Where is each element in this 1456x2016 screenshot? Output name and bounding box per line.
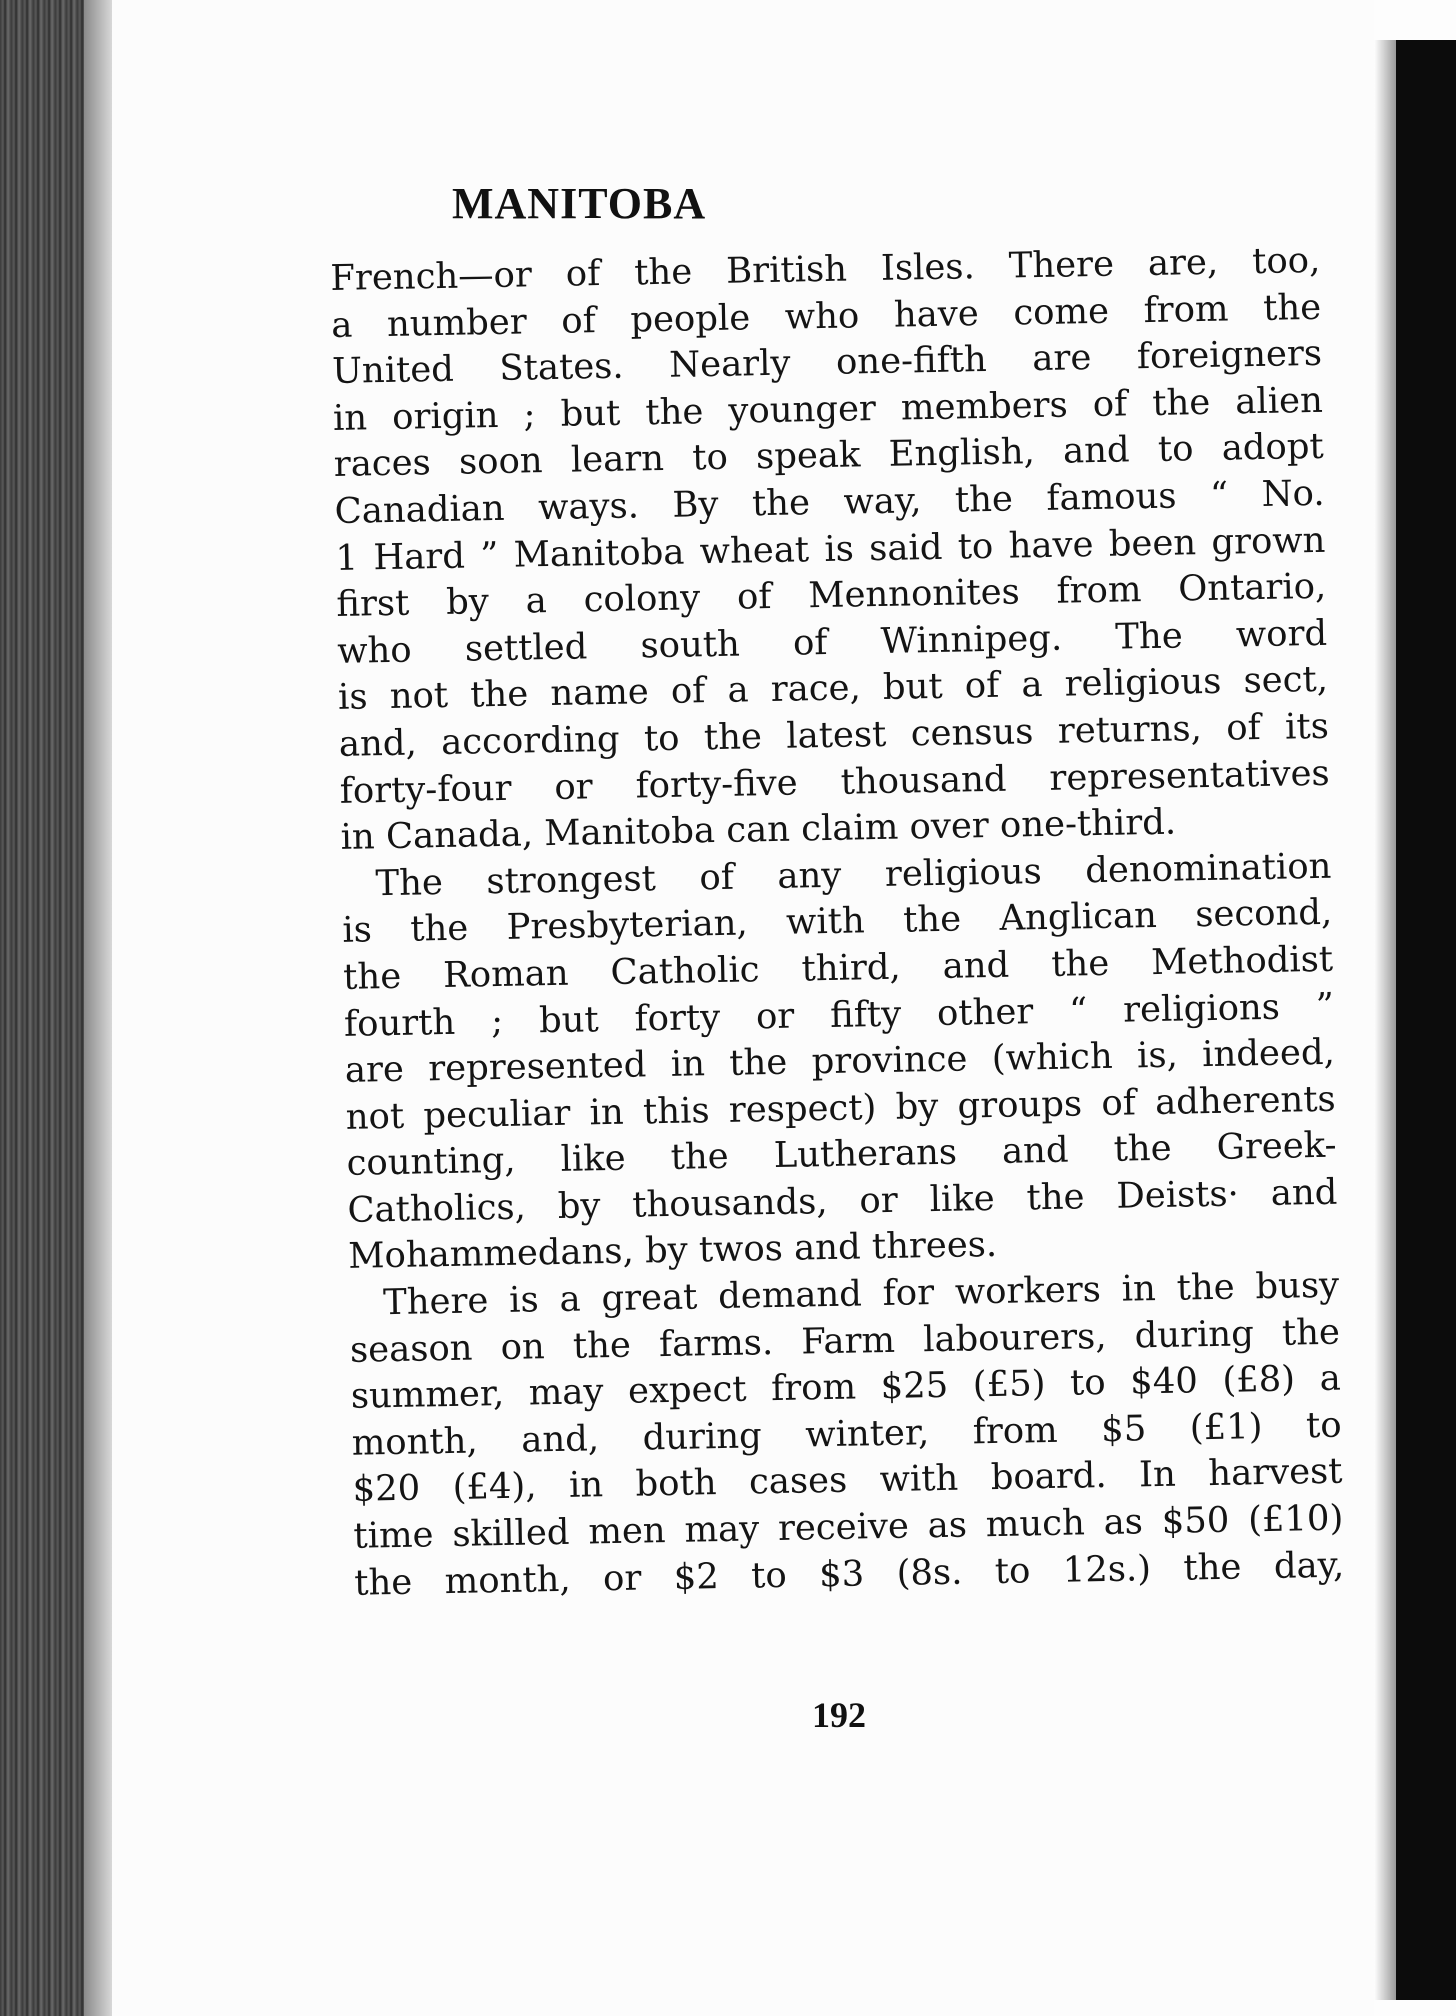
text-line: forty-four or forty-five thousand representatives (339, 752, 1331, 812)
text-line: races soon learn to speak English, and to adopt (333, 426, 1325, 486)
text-line: summer, may expect from $25 (£5) to $40 (£8) a (350, 1357, 1342, 1418)
text-line: are represented in the province (which is, indeed, (344, 1031, 1336, 1091)
book-edge-right (1396, 40, 1456, 2000)
text-line: is the Presbyterian, with the Anglican second, (341, 892, 1333, 952)
text-line: The strongest of any religious denomination (375, 845, 1332, 904)
book-edge-left (0, 0, 112, 2016)
text-line: counting, like the Lutherans and the Greek- (346, 1124, 1337, 1185)
text-line: There is a great demand for workers in the busy (382, 1264, 1340, 1324)
text-line: in Canada, Manitoba can claim over one-third. (340, 801, 1177, 859)
text-line: not peculiar in this respect) by groups of adherents (345, 1078, 1336, 1138)
text-line: French—or of the British Isles. There are, too, (330, 239, 1321, 299)
page-sheet (112, 0, 1374, 2016)
text-line: in origin ; but the younger members of the alien (332, 379, 1324, 439)
text-line: Catholics, by thousands, or like the Deists· and (347, 1171, 1338, 1231)
text-line: fourth ; but forty or fifty other “ religions ” (343, 985, 1335, 1045)
text-line: first by a colony of Mennonites from Ontario, (336, 565, 1327, 626)
paragraph-1 (330, 238, 1331, 862)
text-line: 1 Hard ” Manitoba wheat is said to have been grown (335, 519, 1326, 579)
text-line: who settled south of Winnipeg. The word (336, 612, 1328, 672)
text-line: Canadian ways. By the way, the famous “ No. (334, 472, 1325, 532)
page-number: 192 (812, 1695, 866, 1735)
text-line: the month, or $2 to $3 (8s. to 12s.) the day, (353, 1544, 1345, 1604)
text-line: a number of people who have come from the (330, 286, 1322, 346)
running-head: MANITOBA (452, 179, 707, 228)
text-line: is not the name of a race, but of a religious sect, (337, 659, 1329, 719)
text-line: Mohammedans, by twos and threes. (347, 1224, 998, 1278)
paragraph-3 (349, 1263, 1345, 1607)
body-text (330, 238, 1345, 1607)
text-line: time skilled men may receive as much as $50 (£10) (353, 1497, 1344, 1557)
paragraph-2 (341, 843, 1339, 1280)
text-line: season on the farms. Farm labourers, during the (349, 1311, 1341, 1371)
text-line: United States. Nearly one-fifth are foreigners (331, 333, 1323, 393)
text-line: $20 (£4), in both cases with board. In harvest (352, 1451, 1343, 1511)
text-line: the Roman Catholic third, and the Methodist (342, 938, 1334, 998)
text-line: month, and, during winter, from $5 (£1) to (351, 1404, 1342, 1464)
text-line: and, according to the latest census returns, of its (338, 705, 1330, 765)
